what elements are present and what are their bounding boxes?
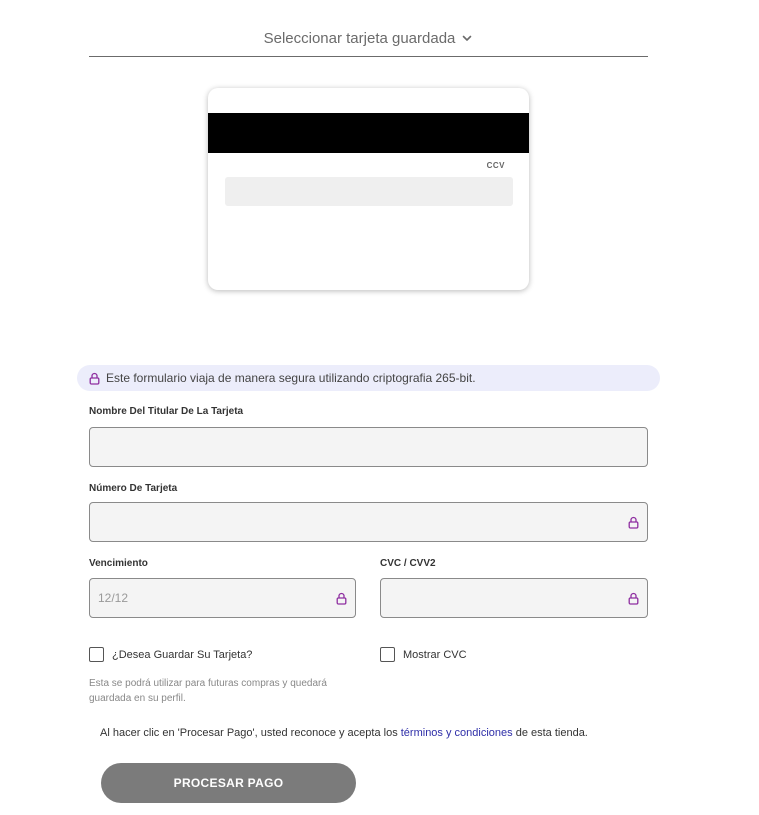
save-card-label: ¿Desea Guardar Su Tarjeta? (112, 648, 253, 661)
lock-icon (628, 592, 639, 605)
security-notice (77, 365, 660, 391)
terms-text (100, 727, 588, 739)
expiry-input[interactable] (98, 591, 330, 605)
save-card-checkbox[interactable] (89, 647, 252, 662)
holder-name-label: Nombre Del Titular De La Tarjeta (89, 406, 244, 417)
expiry-label: Vencimiento (89, 558, 148, 569)
lock-icon (628, 516, 639, 529)
expiry-field[interactable] (89, 578, 356, 618)
save-card-helper-text: Esta se podrá utilizar para futuras compras y quedará guardada en su perfil. (89, 678, 327, 704)
cvc-label: CVC / CVV2 (380, 558, 436, 569)
cvc-input[interactable] (389, 591, 622, 605)
signature-strip (225, 177, 513, 206)
process-payment-button[interactable]: PROCESAR PAGO (101, 763, 356, 803)
show-cvc-checkbox[interactable] (380, 647, 467, 662)
card-number-label: Número De Tarjeta (89, 483, 178, 494)
lock-icon (89, 372, 100, 385)
chevron-down-icon (461, 32, 473, 44)
card-ccv-label: CCV (486, 161, 505, 170)
card-number-field[interactable] (89, 502, 648, 542)
cvc-field[interactable] (380, 578, 648, 618)
saved-card-label: Seleccionar tarjeta guardada (263, 29, 456, 47)
card-number-input[interactable] (98, 515, 622, 529)
terms-suffix: de esta tienda. (512, 727, 588, 739)
holder-name-field[interactable] (89, 427, 648, 467)
show-cvc-label: Mostrar CVC (403, 648, 467, 661)
show-cvc-checkbox-box[interactable] (380, 647, 395, 662)
holder-name-input[interactable] (98, 440, 639, 454)
saved-card-dropdown[interactable] (89, 20, 648, 57)
magnetic-stripe (208, 113, 529, 153)
security-notice-text: Este formulario viaja de manera segura utilizando criptografia 265-bit. (106, 371, 476, 385)
lock-icon (336, 592, 347, 605)
terms-link[interactable]: términos y condiciones (400, 727, 513, 739)
terms-prefix: Al hacer clic en 'Procesar Pago', usted reconoce y acepta los (100, 727, 401, 739)
card-back-preview (208, 88, 529, 290)
save-card-checkbox-box[interactable] (89, 647, 104, 662)
